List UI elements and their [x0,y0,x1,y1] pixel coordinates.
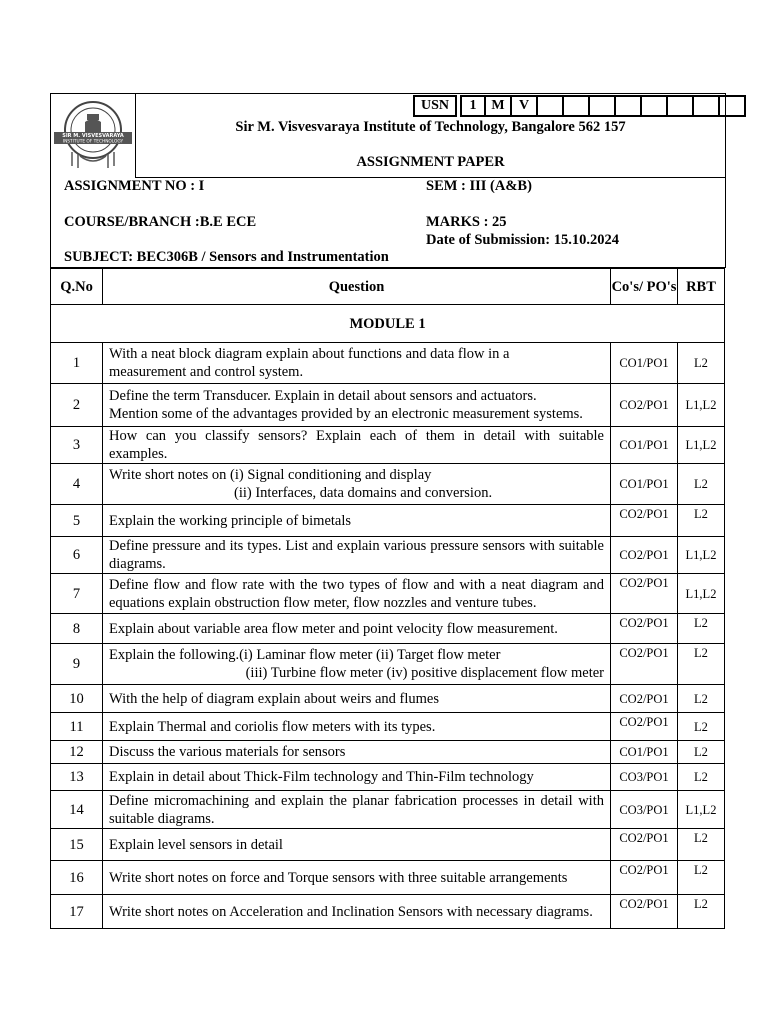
question-number: 10 [51,685,103,713]
question-text [103,895,611,929]
co-po-value: CO2/PO1 [611,537,678,574]
table-row [51,895,725,929]
rbt-level: L2 [678,895,725,929]
rbt-level: L2 [678,861,725,895]
rbt-level: L2 [678,614,725,644]
question-number: 1 [51,343,103,384]
question-line: How can you classify sensors? Explain each of them in detail with suitable examples. [109,428,604,462]
co-po-value: CO2/PO1 [611,644,678,685]
module-row [51,305,725,343]
rbt-level: L1,L2 [678,427,725,464]
header-qno: Q.No [51,269,103,305]
semester: SEM : III (A&B) [426,178,532,194]
marks: MARKS : 25 [426,214,507,230]
question-line: Write short notes on Acceleration and Inclination Sensors with necessary diagrams. [109,903,593,920]
question-line: Write short notes on force and Torque sensors with three suitable arrangements [109,869,568,886]
question-text [103,741,611,764]
rbt-level: L2 [678,505,725,537]
table-row [51,384,725,427]
co-po-value: CO3/PO1 [611,764,678,791]
date-of-submission: Date of Submission: 15.10.2024 [426,232,619,248]
usn-cell [564,95,590,117]
usn-cell [694,95,720,117]
co-po-value: CO2/PO1 [611,861,678,895]
question-line: measurement and control system. [109,364,304,380]
table-row [51,537,725,574]
question-line: Explain the working principle of bimetals [109,512,352,529]
question-number: 12 [51,741,103,764]
question-text [103,614,611,644]
question-number: 15 [51,829,103,861]
rbt-level: L1,L2 [678,791,725,829]
rbt-level: L2 [678,713,725,741]
co-po-value: CO2/PO1 [611,384,678,427]
question-line: (iii) Turbine flow meter (iv) positive displacement flow meter [245,665,604,681]
table-row [51,427,725,464]
question-text [103,427,611,464]
usn-label: USN [413,95,457,117]
table-row [51,764,725,791]
question-line: Define pressure and its types. List and explain various pressure sensors with suitable diagrams. [109,538,604,572]
usn-cell: M [486,95,512,117]
header-question: Question [103,269,611,305]
question-line: Define micromachining and explain the planar fabrication processes in detail with suitable diagrams. [109,792,604,827]
usn-cell [642,95,668,117]
question-line: Explain in detail about Thick-Film technology and Thin-Film technology [109,769,534,785]
table-row [51,861,725,895]
question-number: 3 [51,427,103,464]
co-po-value: CO2/PO1 [611,713,678,741]
question-line: Define the term Transducer. Explain in detail about sensors and actuators. [109,388,537,404]
question-text [103,713,611,741]
table-row [51,505,725,537]
co-po-value: CO2/PO1 [611,685,678,713]
rbt-level: L1,L2 [678,574,725,614]
module-title: MODULE 1 [51,305,725,343]
question-line: Define flow and flow rate with the two types of flow and with a neat diagram and equations explain obstruction flow meter, flow nozzles and venture tubes. [109,576,604,611]
co-po-value: CO2/PO1 [611,574,678,614]
question-text [103,644,611,685]
co-po-value: CO2/PO1 [611,614,678,644]
question-text [103,791,611,829]
question-number: 4 [51,464,103,505]
question-line: Write short notes on (i) Signal conditioning and display [109,467,432,483]
usn-cell: V [512,95,538,117]
question-text [103,861,611,895]
rbt-level: L2 [678,685,725,713]
table-row [51,685,725,713]
rbt-level: L1,L2 [678,384,725,427]
question-line: Explain the following.(i) Laminar flow meter (ii) Target flow meter [109,647,501,663]
question-line: Explain Thermal and coriolis flow meters with its types. [109,718,436,735]
question-text [103,574,611,614]
question-line: Mention some of the advantages provided by an electronic measurement systems. [109,406,583,422]
rbt-level: L2 [678,764,725,791]
table-row [51,741,725,764]
question-number: 13 [51,764,103,791]
rbt-level: L2 [678,644,725,685]
rbt-level: L2 [678,829,725,861]
usn-cell [590,95,616,117]
co-po-value: CO2/PO1 [611,505,678,537]
co-po-value: CO3/PO1 [611,791,678,829]
question-table [50,268,725,929]
table-row [51,343,725,384]
co-po-value: CO2/PO1 [611,895,678,929]
header-rbt: RBT [678,269,725,305]
question-number: 8 [51,614,103,644]
table-row [51,464,725,505]
question-text [103,829,611,861]
co-po-value: CO1/PO1 [611,343,678,384]
usn-cell [616,95,642,117]
course-branch: COURSE/BRANCH :B.E ECE [64,214,257,230]
question-number: 11 [51,713,103,741]
logo-text-line1: SIR M. VISVESVARAYA [62,133,124,139]
question-text [103,464,611,505]
table-row [51,614,725,644]
question-number: 9 [51,644,103,685]
table-row [51,791,725,829]
co-po-value: CO1/PO1 [611,741,678,764]
question-text [103,764,611,791]
question-line: Explain level sensors in detail [109,836,283,853]
table-row [51,713,725,741]
question-line: (ii) Interfaces, data domains and conversion. [234,485,493,501]
question-number: 2 [51,384,103,427]
logo-text-line2: INSTITUTE OF TECHNOLOGY [62,139,124,145]
question-line: With a neat block diagram explain about functions and data flow in a [109,346,510,362]
question-number: 7 [51,574,103,614]
header-co-po: Co's/ PO's [611,269,678,305]
institute-logo [52,96,134,176]
usn-cell [668,95,694,117]
usn-cell: 1 [460,95,486,117]
usn-cell [538,95,564,117]
institute-name: Sir M. Visvesvaraya Institute of Technology, Bangalore 562 157 [235,119,626,135]
usn-cell [720,95,746,117]
question-text [103,505,611,537]
rbt-level: L2 [678,741,725,764]
question-number: 16 [51,861,103,895]
co-po-value: CO1/PO1 [611,464,678,505]
rbt-level: L1,L2 [678,537,725,574]
assignment-no: ASSIGNMENT NO : I [64,178,205,194]
question-line: Explain about variable area flow meter and point velocity flow measurement. [109,620,558,637]
table-row [51,574,725,614]
question-text [103,685,611,713]
paper-title: ASSIGNMENT PAPER [356,154,505,170]
table-row [51,644,725,685]
question-number: 5 [51,505,103,537]
question-text [103,343,611,384]
table-row [51,829,725,861]
rbt-level: L2 [678,343,725,384]
co-po-value: CO1/PO1 [611,427,678,464]
question-number: 6 [51,537,103,574]
usn-box [413,95,746,117]
question-number: 14 [51,791,103,829]
question-text [103,537,611,574]
table-header-row [51,269,725,305]
question-number: 17 [51,895,103,929]
subject: SUBJECT: BEC306B / Sensors and Instrumentation [64,249,389,265]
question-line: Discuss the various materials for sensors [109,744,346,760]
co-po-value: CO2/PO1 [611,829,678,861]
question-line: With the help of diagram explain about weirs and flumes [109,690,440,707]
question-text [103,384,611,427]
rbt-level: L2 [678,464,725,505]
